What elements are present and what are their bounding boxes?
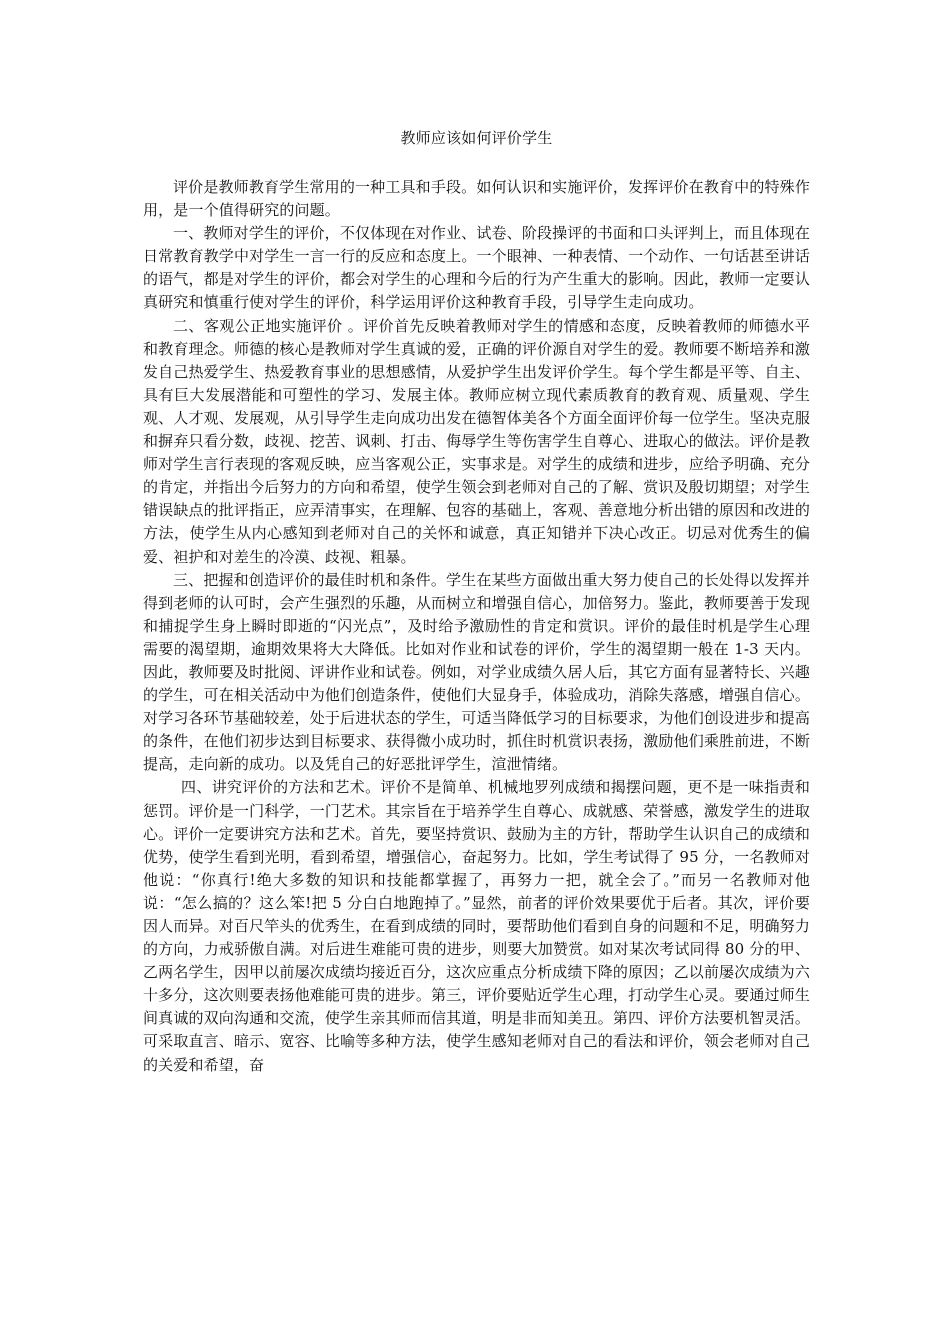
paragraph-section-3: 三、把握和创造评价的最佳时机和条件。学生在某些方面做出重大努力使自己的长处得以发挥并得到老师的认可时，会产生强烈的乐趣，从而树立和增强自信心，加倍努力。鉴此，教师要善于发现和捕捉学生身上瞬时即逝的“闪光点”，及时给予激励性的肯定和赏识。评价的最佳时机是学生心理需要的渴望期，逾期效果将大大降低。比如对作业和试卷的评价，学生的渴望期一般在 1-3 天内。因此，教师要及时批阅、评讲作业和试卷。例如，对学业成绩久居人后，其它方面有显著特长、兴趣的学生，可在相关活动中为他们创造条件，使他们大显身手，体验成功，消除失落感，增强自信心。对学习各环节基础较差，处于后进状态的学生，可适当降低学习的目标要求，为他们创设进步和提高的条件，在他们初步达到目标要求、获得微小成功时，抓住时机赏识表扬，激励他们乘胜前进，不断提高，走向新的成功。以及凭自己的好恶批评学生，渲泄情绪。 (143, 570, 810, 774)
document-title: 教师应该如何评价学生 (400, 129, 553, 147)
paragraph-section-1: 一、教师对学生的评价，不仅体现在对作业、试卷、阶段操评的书面和口头评判上，而且体现在日常教育教学中对学生一言一行的反应和态度上。一个眼神、一种表情、一个动作、一句话甚至讲话的语气，都是对学生的评价，都会对学生的心理和今后的行为产生重大的影响。因此，教师一定要认真研究和慎重行使对学生的评价，科学运用评价这种教育手段，引导学生走向成功。 (143, 224, 810, 312)
document-body (143, 176, 810, 1077)
paragraph-section-4: 四、讲究评价的方法和艺术。评价不是简单、机械地罗列成绩和揭摆问题，更不是一味指责和惩罚。评价是一门科学，一门艺术。其宗旨在于培养学生自尊心、成就感、荣誉感，激发学生的进取心。评价一定要讲究方法和艺术。首先，要坚持赏识、鼓励为主的方针，帮助学生认识自己的成绩和优势，使学生看到光明，看到希望，增强信心，奋起努力。比如，学生考试得了 95 分，一名教师对他说：“你真行!绝大多数的知识和技能都掌握了，再努力一把，就全会了。”而另一名教师对他说：“怎么搞的？这么笨!把 5 分白白地跑掉了。”显然，前者的评价效果要优于后者。其次，评价要因人而异。对百尺竿头的优秀生，在看到成绩的同时，要帮助他们看到自身的问题和不足，明确努力的方向，力戒骄傲自满。对后进生难能可贵的进步，则要大加赞赏。如对某次考试同得 80 分的甲、乙两名学生，因甲以前屡次成绩均接近百分，这次应重点分析成绩下降的原因；乙以前屡次成绩为六十多分，这次则要表扬他难能可贵的进步。第三，评价要贴近学生心理，打动学生心灵。要通过师生间真诚的双向沟通和交流，使学生亲其师而信其道，明是非而知美丑。第四、评价方法要机智灵活。可采取直言、暗示、宽容、比喻等多种方法，使学生感知老师对自己的看法和评价，领会老师对自己的关爱和希望，奋 (143, 778, 810, 1074)
paragraph-section-2: 二、客观公正地实施评价 。评价首先反映着教师对学生的情感和态度，反映着教师的师德水平和教育理念。师德的核心是教师对学生真诚的爱，正确的评价源自对学生的爱。教师要不断培养和激发自己热爱学生、热爱教育事业的思想感情，从爱护学生出发评价学生。每个学生都是平等、自主、具有巨大发展潜能和可塑性的学习、发展主体。教师应树立现代素质教育的教育观、质量观、学生观、人才观、发展观，从引导学生走向成功出发在德智体美各个方面全面评价每一位学生。坚决克服和摒弃只看分数，歧视、挖苦、讽刺、打击、侮辱学生等伤害学生自尊心、进取心的做法。评价是教师对学生言行表现的客观反映，应当客观公正，实事求是。对学生的成绩和进步，应给予明确、充分的肯定，并指出今后努力的方向和希望，使学生领会到老师对自己的了解、赏识及殷切期望；对学生错误缺点的批评指正，应弄清事实，在理解、包容的基础上，客观、善意地分析出错的原因和改进的方法，使学生从内心感知到老师对自己的关怀和诚意，真正知错并下决心改正。切忌对优秀生的偏爱、袒护和对差生的冷漠、歧视、粗暴。 (143, 316, 810, 566)
paragraph-intro: 评价是教师教育学生常用的一种工具和手段。如何认识和实施评价，发挥评价在教育中的特殊作用，是一个值得研究的问题。 (143, 178, 810, 220)
